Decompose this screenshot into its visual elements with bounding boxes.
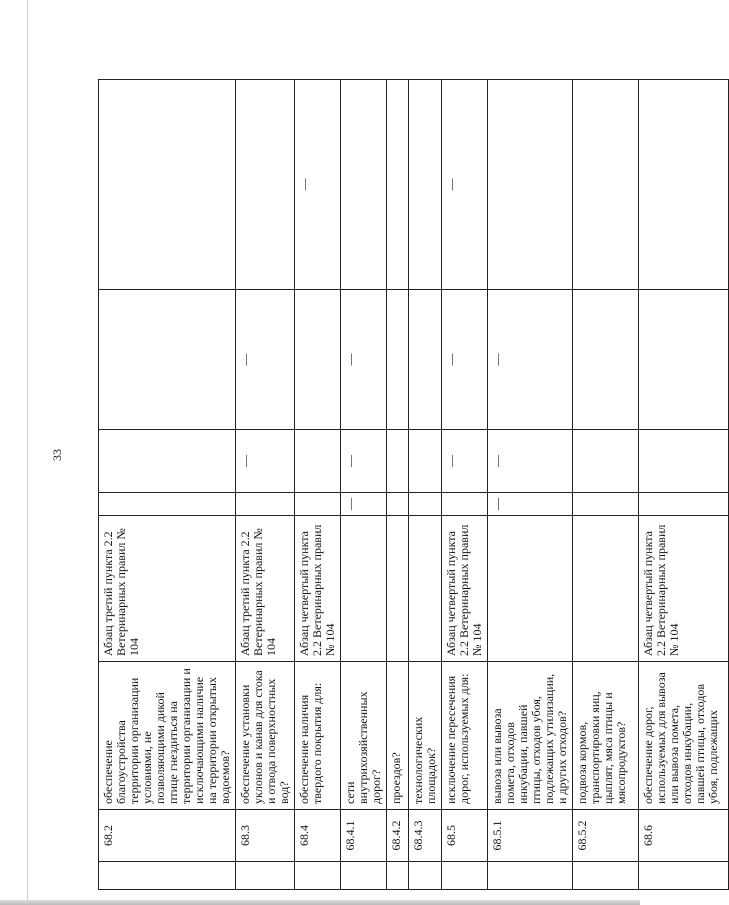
dash-mark: — — [238, 353, 252, 366]
row-question: обеспечение установки уклонов и канав для стока и отвода поверхностных вод? — [236, 662, 295, 810]
dash-mark: — — [444, 455, 458, 467]
table-row — [236, 80, 295, 890]
row-col5 — [409, 430, 442, 493]
row-reference — [341, 516, 387, 662]
row-col4 — [488, 493, 573, 516]
row-col4 — [341, 493, 387, 516]
row-col6 — [442, 290, 488, 430]
row-question: сети внутрихозяйственных дорог? — [341, 662, 387, 810]
row-col5 — [488, 430, 573, 493]
row-col4 — [573, 493, 639, 516]
row-col6 — [341, 290, 387, 430]
row-col7 — [488, 80, 573, 290]
row-col5 — [573, 430, 639, 493]
row-question: подвоза кормов, транспортировки яиц, цыплят, мяса птицы и мясопродуктов? — [573, 662, 639, 810]
table-row — [387, 80, 409, 890]
row-col5 — [639, 430, 729, 493]
row-number: 68.4.1 — [341, 810, 387, 862]
row-col7 — [442, 80, 488, 290]
row-number: 68.2 — [99, 810, 236, 862]
row-col6 — [99, 290, 236, 430]
dash-mark: — — [444, 178, 458, 191]
row-number: 68.5.2 — [573, 810, 639, 862]
row-number: 68.4 — [295, 810, 341, 862]
dash-mark: — — [490, 455, 504, 467]
row-question: обеспечение наличия твердого покрытия для: — [295, 662, 341, 810]
row-col7 — [99, 80, 236, 290]
row-blank-cell — [236, 862, 295, 890]
row-col7 — [573, 80, 639, 290]
row-col6 — [295, 290, 341, 430]
row-col5 — [387, 430, 409, 493]
table-row — [488, 80, 573, 890]
row-question: проездов? — [387, 662, 409, 810]
dash-mark: — — [297, 178, 311, 191]
row-question: обеспечение благоустройства территории организации условиями, не позволяющими дикой птице гнездиться на территории организации и исключающими наличие на территории открытых водоемов? — [99, 662, 236, 810]
row-reference: Абзац третий пункта 2.2 Ветеринарных правил № 104 — [236, 516, 295, 662]
row-col6 — [639, 290, 729, 430]
table-row — [442, 80, 488, 890]
dash-mark: — — [490, 353, 504, 366]
row-col4 — [639, 493, 729, 516]
row-question: вывоза или вывоза помета, отходов инкубации, павшей птицы, отходов убоя, подлежащих утилизации, и других отходов? — [488, 662, 573, 810]
scan-edge-line — [27, 0, 28, 905]
row-reference: Абзац четвертый пункта 2.2 Ветеринарных правил № 104 — [639, 516, 729, 662]
row-reference — [573, 516, 639, 662]
row-col7 — [387, 80, 409, 290]
table-row — [573, 80, 639, 890]
row-col7 — [295, 80, 341, 290]
row-col7 — [639, 80, 729, 290]
dash-mark: — — [343, 498, 357, 510]
scan-bottom-edge — [0, 900, 640, 905]
row-col7 — [409, 80, 442, 290]
checklist-table — [98, 79, 729, 890]
row-blank-cell — [488, 862, 573, 890]
row-col5 — [99, 430, 236, 493]
table-row — [295, 80, 341, 890]
row-reference: Абзац четвертый пункта 2.2 Ветеринарных правил № 104 — [295, 516, 341, 662]
row-reference: Абзац четвертый пункта 2.2 Ветеринарных правил № 104 — [442, 516, 488, 662]
row-col4 — [99, 493, 236, 516]
dash-mark: — — [343, 353, 357, 366]
row-col5 — [341, 430, 387, 493]
row-col7 — [341, 80, 387, 290]
row-col4 — [295, 493, 341, 516]
row-question: исключение пересечения дорог, используемых для: — [442, 662, 488, 810]
table-row — [99, 80, 236, 890]
row-number: 68.4.3 — [409, 810, 442, 862]
row-blank-cell — [639, 862, 729, 890]
row-question: обеспечение дорог, используемых для вывоза или вывоза помета, отходов инкубации, павшей птицы, отходов убоя, подлежащих — [639, 662, 729, 810]
rotated-table-frame — [98, 80, 720, 890]
dash-mark: — — [343, 455, 357, 467]
row-number: 68.4.2 — [387, 810, 409, 862]
row-reference — [409, 516, 442, 662]
row-number: 68.3 — [236, 810, 295, 862]
row-col4 — [387, 493, 409, 516]
row-question: технологических площадок? — [409, 662, 442, 810]
row-blank-cell — [409, 862, 442, 890]
row-reference — [387, 516, 409, 662]
table-row — [409, 80, 442, 890]
row-blank-cell — [295, 862, 341, 890]
row-blank-cell — [387, 862, 409, 890]
row-col6 — [573, 290, 639, 430]
row-col4 — [409, 493, 442, 516]
dash-mark: — — [444, 353, 458, 366]
row-blank-cell — [99, 862, 236, 890]
table-row — [639, 80, 729, 890]
row-col5 — [295, 430, 341, 493]
dash-mark: — — [490, 498, 504, 510]
row-col6 — [488, 290, 573, 430]
row-col4 — [236, 493, 295, 516]
row-reference — [488, 516, 573, 662]
row-number: 68.6 — [639, 810, 729, 862]
row-blank-cell — [573, 862, 639, 890]
row-number: 68.5.1 — [488, 810, 573, 862]
row-reference: Абзац третий пункта 2.2 Ветеринарных правил № 104 — [99, 516, 236, 662]
row-col5 — [442, 430, 488, 493]
row-col4 — [442, 493, 488, 516]
row-col5 — [236, 430, 295, 493]
dash-mark: — — [238, 455, 252, 467]
row-blank-cell — [442, 862, 488, 890]
row-number: 68.5 — [442, 810, 488, 862]
row-col6 — [387, 290, 409, 430]
row-col6 — [236, 290, 295, 430]
table-row — [341, 80, 387, 890]
row-col7 — [236, 80, 295, 290]
row-col6 — [409, 290, 442, 430]
row-blank-cell — [341, 862, 387, 890]
page-number: 33 — [50, 449, 64, 461]
